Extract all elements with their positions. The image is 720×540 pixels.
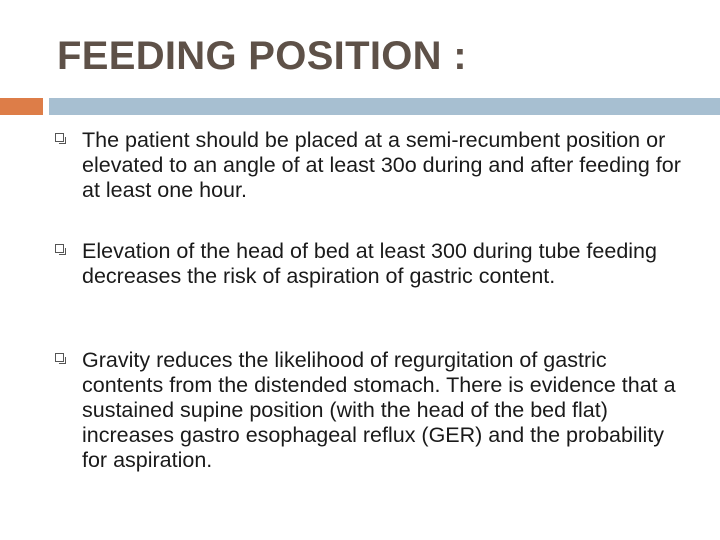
accent-bar-orange xyxy=(0,98,43,115)
bullet-text: The patient should be placed at a semi-recumbent position or elevated to an angle of at least 30o during and after feeding for at least one hour. xyxy=(82,128,681,202)
accent-bar-blue xyxy=(49,98,720,115)
square-bullet-icon xyxy=(55,353,64,362)
bullet-text: Gravity reduces the likelihood of regurgitation of gastric contents from the distended stomach. There is evidence that a sustained supine position (with the head of the bed flat) increases gastro esophageal reflux (GER) and the probability for aspiration. xyxy=(82,348,676,472)
square-bullet-icon xyxy=(55,133,64,142)
bullet-text: Elevation of the head of bed at least 300 during tube feeding decreases the risk of aspiration of gastric content. xyxy=(82,239,657,288)
square-bullet-icon xyxy=(55,244,64,253)
slide-title: FEEDING POSITION : xyxy=(57,34,467,78)
